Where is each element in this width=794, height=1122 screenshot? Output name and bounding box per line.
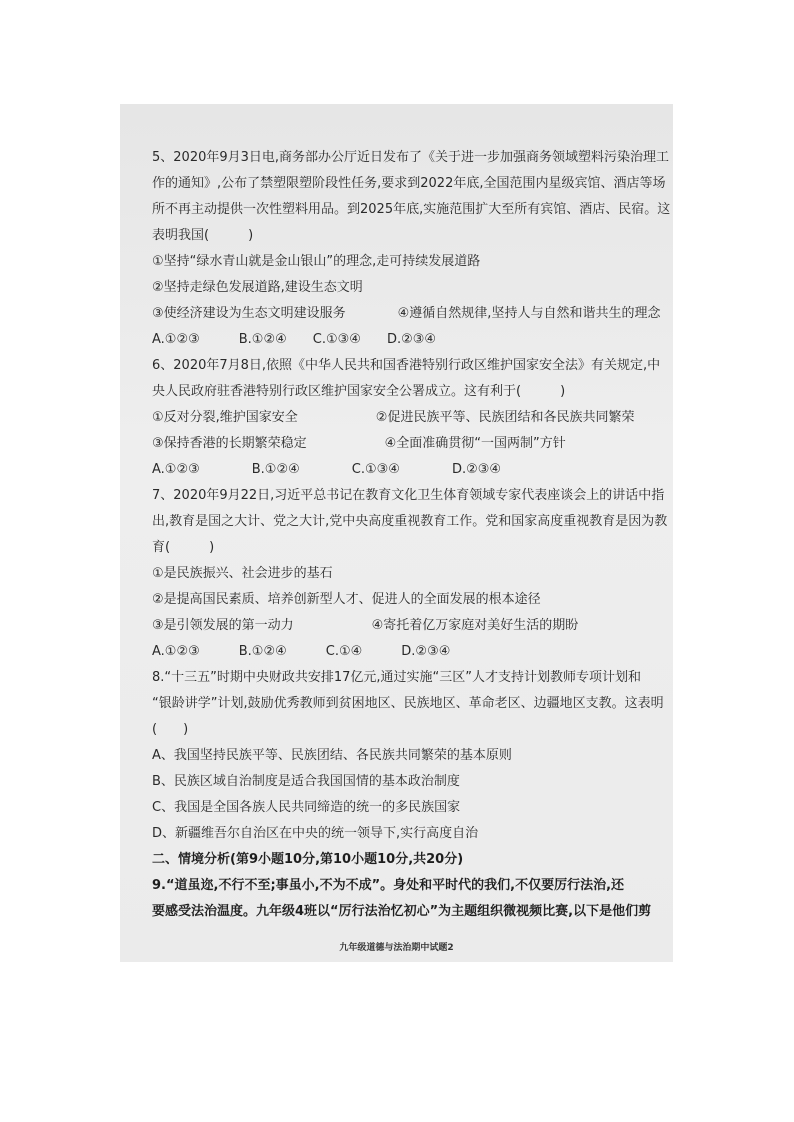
q6-option-1-2: ①反对分裂,维护国家安全 ②促进民族平等、民族团结和各民族共同繁荣 <box>152 410 635 425</box>
q5-option-3-4: ③使经济建设为生态文明建设服务 ④遵循自然规律,坚持人与自然和谐共生的理念 <box>152 306 661 321</box>
q7-line-3: 育( ) <box>152 540 215 555</box>
q6-line-2: 央人民政府驻香港特别行政区维护国家安全公署成立。这有利于( ) <box>152 384 566 399</box>
q9-line-1: 9.“道虽迩,不行不至;事虽小,不为不成”。身处和平时代的我们,不仅要厉行法治,还 <box>152 878 625 893</box>
q8-choice-d: D、新疆维吾尔自治区在中央的统一领导下,实行高度自治 <box>152 826 479 841</box>
q8-line-1: 8.“十三五”时期中央财政共安排17亿元,通过实施“三区”人才支持计划教师专项计划和 <box>152 670 642 685</box>
q8-line-2: “银龄讲学”计划,鼓励优秀教师到贫困地区、民族地区、革命老区、边疆地区支教。这表明 <box>152 696 664 711</box>
q7-option-3-4: ③是引领发展的第一动力 ④寄托着亿万家庭对美好生活的期盼 <box>152 618 579 633</box>
q5-line-2: 作的通知》,公布了禁塑限塑阶段性任务,要求到2022年底,全国范围内星级宾馆、酒店等场 <box>152 176 666 191</box>
q9-line-2: 要感受法治温度。九年级4班以“厉行法治忆初心”为主题组织微视频比赛,以下是他们剪 <box>152 904 652 919</box>
q8-line-3: ( ) <box>152 722 189 737</box>
exam-page-photo <box>120 104 673 962</box>
q5-line-3: 所不再主动提供一次性塑料用品。到2025年底,实施范围扩大至所有宾馆、酒店、民宿。这 <box>152 202 671 217</box>
page-footer: 九年级道德与法治期中试题2 <box>339 943 454 953</box>
q8-choice-b: B、民族区域自治制度是适合我国国情的基本政治制度 <box>152 774 460 789</box>
section-two-heading: 二、情境分析(第9小题10分,第10小题10分,共20分) <box>152 852 464 867</box>
q8-choice-c: C、我国是全国各族人民共同缔造的统一的多民族国家 <box>152 800 461 815</box>
q8-choice-a: A、我国坚持民族平等、民族团结、各民族共同繁荣的基本原则 <box>152 748 512 763</box>
q6-choices: A.①②③ B.①②④ C.①③④ D.②③④ <box>152 462 502 477</box>
q6-option-3-4: ③保持香港的长期繁荣稳定 ④全面准确贯彻“一国两制”方针 <box>152 436 566 451</box>
q7-line-2: 出,教育是国之大计、党之大计,党中央高度重视教育工作。党和国家高度重视教育是因为教 <box>152 514 668 529</box>
q7-choices: A.①②③ B.①②④ C.①④ D.②③④ <box>152 644 451 659</box>
q5-option-2: ②坚持走绿色发展道路,建设生态文明 <box>152 280 363 295</box>
q7-option-2: ②是提高国民素质、培养创新型人才、促进人的全面发展的根本途径 <box>152 592 541 607</box>
q5-choices: A.①②③ B.①②④ C.①③④ D.②③④ <box>152 332 437 347</box>
q5-line-4: 表明我国( ) <box>152 228 254 243</box>
q6-line-1: 6、2020年7月8日,依照《中华人民共和国香港特别行政区维护国家安全法》有关规定,中 <box>152 358 661 373</box>
q5-option-1: ①坚持“绿水青山就是金山银山”的理念,走可持续发展道路 <box>152 254 481 269</box>
q7-option-1: ①是民族振兴、社会进步的基石 <box>152 566 333 581</box>
q7-line-1: 7、2020年9月22日,习近平总书记在教育文化卫生体育领域专家代表座谈会上的讲话中指 <box>152 488 665 503</box>
q5-line-1: 5、2020年9月3日电,商务部办公厅近日发布了《关于进一步加强商务领域塑料污染治理工 <box>152 150 670 165</box>
exam-sheet <box>120 104 673 962</box>
